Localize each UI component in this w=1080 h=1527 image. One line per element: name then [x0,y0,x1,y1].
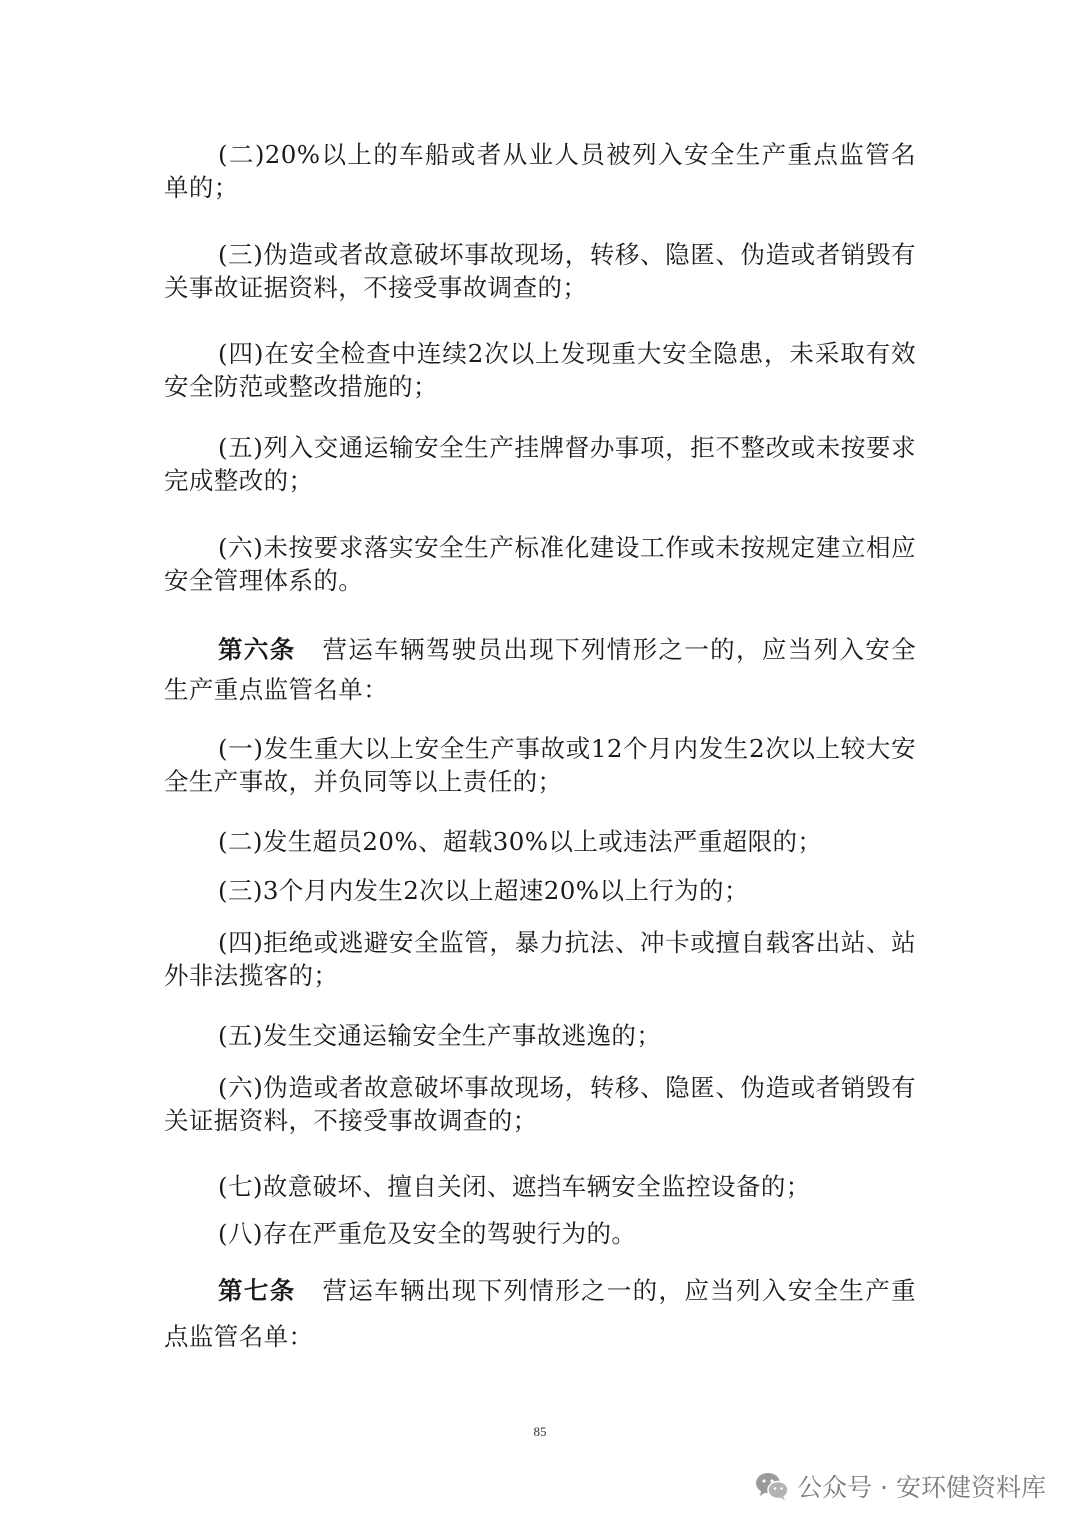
paragraph-item-3 [164,874,916,907]
article-7 [164,1268,916,1360]
article-6 [164,630,916,710]
page-number: 85 [533,1424,547,1439]
paragraph-text: (三)伪造或者故意破坏事故现场，转移、隐匿、伪造或者销毁有关事故证据资料，不接受事故调查的； [164,240,916,302]
wechat-icon [755,1471,789,1501]
paragraph-text: (二)发生超员20%、超载30%以上或违法严重超限的； [218,827,823,856]
paragraph-item-4 [164,337,916,403]
paragraph-text: (五)列入交通运输安全生产挂牌督办事项，拒不整改或未按要求完成整改的； [164,433,916,495]
article-title: 第六条 [218,635,296,664]
paragraph-text: 营运车辆驾驶员出现下列情形之一的，应当列入安全生产重点监管名单： [164,635,917,704]
paragraph-text: (五)发生交通运输安全生产事故逃逸的； [218,1021,662,1050]
paragraph-text: (二)20%以上的车船或者从业人员被列入安全生产重点监管名单的； [164,140,916,202]
paragraph-item-6 [164,1071,916,1137]
paragraph-item-2 [164,138,916,204]
paragraph-text: (四)拒绝或逃避安全监管，暴力抗法、冲卡或擅自载客出站、站外非法揽客的； [164,928,916,990]
paragraph-item-8 [164,1217,916,1250]
paragraph-item-1 [164,732,916,798]
article-title: 第七条 [218,1276,296,1305]
watermark [755,1466,1046,1506]
paragraph-item-6 [164,531,916,597]
paragraph-text: (一)发生重大以上安全生产事故或12个月内发生2次以上较大安全生产事故，并负同等以上责任的； [164,734,916,796]
paragraph-text: (三)3个月内发生2次以上超速20%以上行为的； [218,876,749,905]
paragraph-item-5 [164,431,916,497]
paragraph-item-4 [164,926,916,992]
paragraph-item-2 [164,825,916,858]
paragraph-item-3 [164,238,916,304]
paragraph-text: (七)故意破坏、擅自关闭、遮挡车辆安全监控设备的； [218,1172,811,1201]
paragraph-text: 营运车辆出现下列情形之一的，应当列入安全生产重点监管名单： [164,1276,917,1351]
paragraph-text: (八)存在严重危及安全的驾驶行为的。 [218,1219,637,1248]
paragraph-item-5 [164,1019,916,1052]
paragraph-text: (四)在安全检查中连续2次以上发现重大安全隐患，未采取有效安全防范或整改措施的； [164,339,916,401]
watermark-text: 公众号 · 安环健资料库 [797,1473,1046,1502]
paragraph-item-7 [164,1170,916,1203]
paragraph-text: (六)伪造或者故意破坏事故现场，转移、隐匿、伪造或者销毁有关证据资料，不接受事故调查的； [164,1073,916,1135]
paragraph-text: (六)未按要求落实安全生产标准化建设工作或未按规定建立相应安全管理体系的。 [164,533,916,595]
